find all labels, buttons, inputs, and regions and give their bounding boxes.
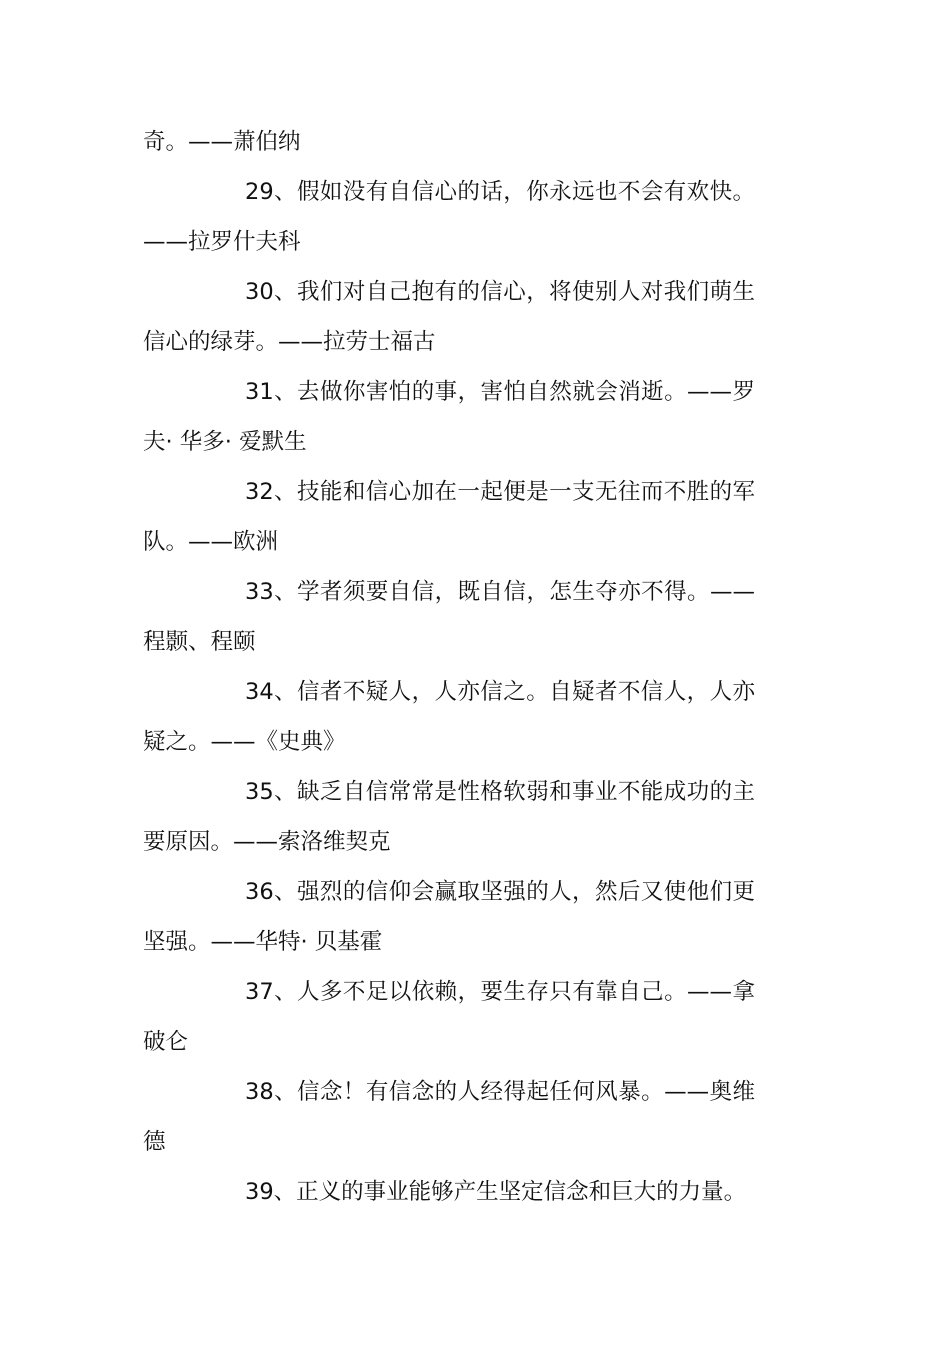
paragraph-33: 33、学者须要自信，既自信，怎生夺亦不得。——程颢、程颐 (143, 579, 755, 655)
paragraph-34: 34、信者不疑人，人亦信之。自疑者不信人，人亦疑之。——《史典》 (143, 679, 755, 755)
document-body (143, 117, 755, 1217)
paragraph-28-continuation: 奇。——萧伯纳 (143, 129, 301, 155)
paragraph-35: 35、缺乏自信常常是性格软弱和事业不能成功的主要原因。——索洛维契克 (143, 779, 755, 855)
paragraph-30: 30、我们对自己抱有的信心，将使别人对我们萌生信心的绿芽。——拉劳士福古 (143, 279, 755, 355)
paragraph-38: 38、信念！有信念的人经得起任何风暴。——奥维德 (143, 1079, 755, 1155)
paragraph-36: 36、强烈的信仰会赢取坚强的人，然后又使他们更坚强。——华特· 贝基霍 (143, 879, 755, 955)
paragraph-32: 32、技能和信心加在一起便是一支无往而不胜的军队。——欧洲 (143, 479, 755, 555)
paragraph-39: 39、正义的事业能够产生坚定信念和巨大的力量。 (245, 1179, 747, 1205)
paragraph-31: 31、去做你害怕的事，害怕自然就会消逝。——罗夫· 华多· 爱默生 (143, 379, 755, 455)
paragraph-29: 29、假如没有自信心的话，你永远也不会有欢快。——拉罗什夫科 (143, 179, 755, 255)
paragraph-37: 37、人多不足以依赖，要生存只有靠自己。——拿破仑 (143, 979, 755, 1055)
